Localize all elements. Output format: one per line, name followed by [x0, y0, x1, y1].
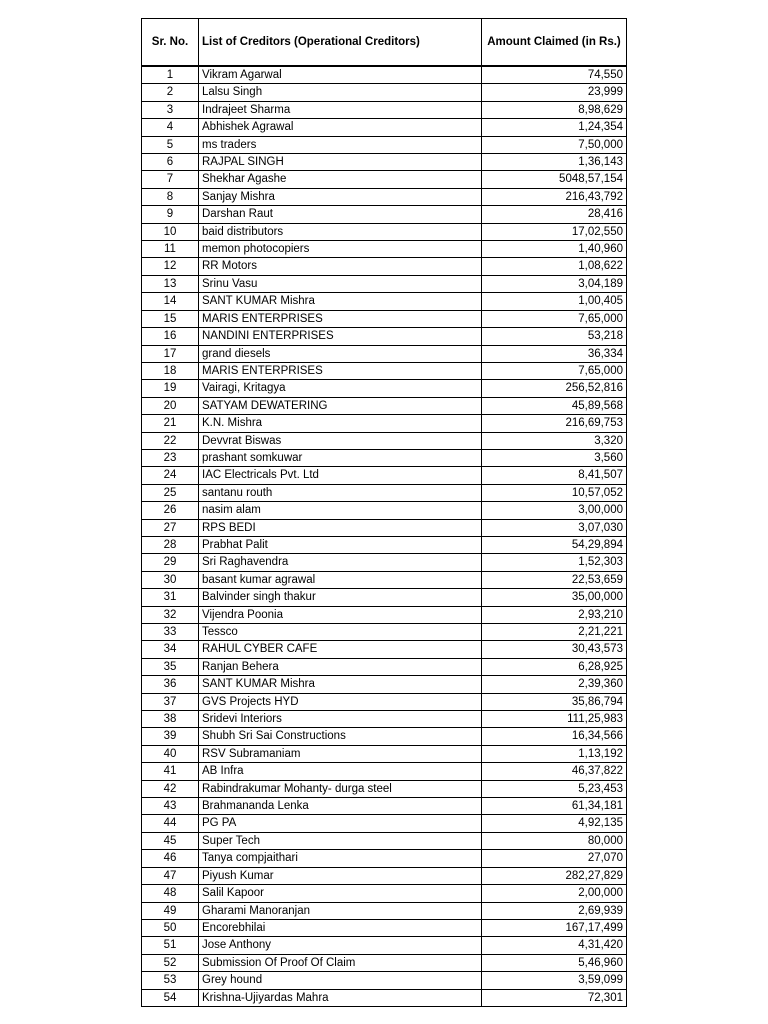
row-creditor-name: Indrajeet Sharma — [199, 101, 482, 118]
row-creditor-name: Shekhar Agashe — [199, 171, 482, 188]
table-row — [142, 885, 627, 902]
row-sr-no: 15 — [142, 310, 199, 327]
row-amount-claimed: 6,28,925 — [482, 658, 627, 675]
row-creditor-name: Piyush Kumar — [199, 867, 482, 884]
table-row — [142, 589, 627, 606]
row-sr-no: 23 — [142, 449, 199, 466]
row-amount-claimed: 1,40,960 — [482, 241, 627, 258]
table-row — [142, 101, 627, 118]
row-creditor-name: GVS Projects HYD — [199, 693, 482, 710]
row-sr-no: 25 — [142, 484, 199, 501]
row-sr-no: 52 — [142, 954, 199, 971]
row-amount-claimed: 61,34,181 — [482, 798, 627, 815]
row-amount-claimed: 27,070 — [482, 850, 627, 867]
row-sr-no: 30 — [142, 571, 199, 588]
table-row — [142, 415, 627, 432]
row-creditor-name: Gharami Manoranjan — [199, 902, 482, 919]
row-creditor-name: Grey hound — [199, 972, 482, 989]
row-amount-claimed: 2,93,210 — [482, 606, 627, 623]
row-sr-no: 24 — [142, 467, 199, 484]
row-sr-no: 26 — [142, 502, 199, 519]
row-amount-claimed: 54,29,894 — [482, 536, 627, 553]
table-row — [142, 536, 627, 553]
row-sr-no: 18 — [142, 362, 199, 379]
row-amount-claimed: 8,41,507 — [482, 467, 627, 484]
row-sr-no: 12 — [142, 258, 199, 275]
row-amount-claimed: 36,334 — [482, 345, 627, 362]
row-creditor-name: Lalsu Singh — [199, 84, 482, 101]
table-row — [142, 188, 627, 205]
row-creditor-name: nasim alam — [199, 502, 482, 519]
row-sr-no: 19 — [142, 380, 199, 397]
row-amount-claimed: 1,00,405 — [482, 293, 627, 310]
row-creditor-name: prashant somkuwar — [199, 449, 482, 466]
row-creditor-name: Darshan Raut — [199, 206, 482, 223]
table-row — [142, 658, 627, 675]
row-sr-no: 45 — [142, 832, 199, 849]
row-sr-no: 50 — [142, 919, 199, 936]
row-creditor-name: Shubh Sri Sai Constructions — [199, 728, 482, 745]
row-creditor-name: basant kumar agrawal — [199, 571, 482, 588]
row-sr-no: 33 — [142, 624, 199, 641]
row-sr-no: 13 — [142, 275, 199, 292]
row-amount-claimed: 17,02,550 — [482, 223, 627, 240]
table-row — [142, 206, 627, 223]
row-creditor-name: SANT KUMAR Mishra — [199, 293, 482, 310]
table-row — [142, 624, 627, 641]
row-creditor-name: Abhishek Agrawal — [199, 119, 482, 136]
row-creditor-name: Vairagi, Kritagya — [199, 380, 482, 397]
table-row — [142, 519, 627, 536]
row-amount-claimed: 46,37,822 — [482, 763, 627, 780]
table-row — [142, 867, 627, 884]
table-row — [142, 362, 627, 379]
row-amount-claimed: 3,560 — [482, 449, 627, 466]
row-creditor-name: Ranjan Behera — [199, 658, 482, 675]
row-creditor-name: RPS BEDI — [199, 519, 482, 536]
row-sr-no: 46 — [142, 850, 199, 867]
row-creditor-name: Devvrat Biswas — [199, 432, 482, 449]
row-creditor-name: SANT KUMAR Mishra — [199, 676, 482, 693]
row-amount-claimed: 4,31,420 — [482, 937, 627, 954]
table-row — [142, 676, 627, 693]
table-row — [142, 763, 627, 780]
row-sr-no: 21 — [142, 415, 199, 432]
row-creditor-name: SATYAM DEWATERING — [199, 397, 482, 414]
row-amount-claimed: 5048,57,154 — [482, 171, 627, 188]
row-amount-claimed: 1,24,354 — [482, 119, 627, 136]
row-amount-claimed: 3,07,030 — [482, 519, 627, 536]
table-row — [142, 223, 627, 240]
row-amount-claimed: 1,08,622 — [482, 258, 627, 275]
row-sr-no: 27 — [142, 519, 199, 536]
row-amount-claimed: 3,04,189 — [482, 275, 627, 292]
row-sr-no: 11 — [142, 241, 199, 258]
row-amount-claimed: 35,86,794 — [482, 693, 627, 710]
table-row — [142, 275, 627, 292]
row-creditor-name: RAHUL CYBER CAFE — [199, 641, 482, 658]
row-amount-claimed: 282,27,829 — [482, 867, 627, 884]
row-sr-no: 2 — [142, 84, 199, 101]
row-amount-claimed: 7,65,000 — [482, 310, 627, 327]
row-sr-no: 16 — [142, 328, 199, 345]
row-amount-claimed: 72,301 — [482, 989, 627, 1006]
table-row — [142, 571, 627, 588]
table-row — [142, 919, 627, 936]
row-sr-no: 43 — [142, 798, 199, 815]
row-creditor-name: IAC Electricals Pvt. Ltd — [199, 467, 482, 484]
row-amount-claimed: 1,52,303 — [482, 554, 627, 571]
row-sr-no: 4 — [142, 119, 199, 136]
row-sr-no: 36 — [142, 676, 199, 693]
row-creditor-name: Salil Kapoor — [199, 885, 482, 902]
table-row — [142, 606, 627, 623]
table-row — [142, 502, 627, 519]
row-creditor-name: Balvinder singh thakur — [199, 589, 482, 606]
table-row — [142, 972, 627, 989]
row-amount-claimed: 3,320 — [482, 432, 627, 449]
row-amount-claimed: 167,17,499 — [482, 919, 627, 936]
row-creditor-name: K.N. Mishra — [199, 415, 482, 432]
row-creditor-name: santanu routh — [199, 484, 482, 501]
row-amount-claimed: 35,00,000 — [482, 589, 627, 606]
row-amount-claimed: 3,00,000 — [482, 502, 627, 519]
table-row — [142, 711, 627, 728]
table-row — [142, 989, 627, 1006]
row-sr-no: 40 — [142, 745, 199, 762]
row-sr-no: 22 — [142, 432, 199, 449]
table-row — [142, 171, 627, 188]
row-sr-no: 9 — [142, 206, 199, 223]
row-sr-no: 6 — [142, 154, 199, 171]
row-amount-claimed: 2,39,360 — [482, 676, 627, 693]
row-creditor-name: Krishna-Ujiyardas Mahra — [199, 989, 482, 1006]
row-sr-no: 42 — [142, 780, 199, 797]
row-amount-claimed: 22,53,659 — [482, 571, 627, 588]
row-creditor-name: Tanya compjaithari — [199, 850, 482, 867]
row-amount-claimed: 16,34,566 — [482, 728, 627, 745]
table-header-row — [142, 19, 627, 67]
table-row — [142, 937, 627, 954]
row-amount-claimed: 30,43,573 — [482, 641, 627, 658]
row-sr-no: 48 — [142, 885, 199, 902]
table-row — [142, 136, 627, 153]
table-row — [142, 467, 627, 484]
row-sr-no: 31 — [142, 589, 199, 606]
row-creditor-name: RSV Subramaniam — [199, 745, 482, 762]
table-row — [142, 328, 627, 345]
row-sr-no: 29 — [142, 554, 199, 571]
table-row — [142, 780, 627, 797]
row-amount-claimed: 216,43,792 — [482, 188, 627, 205]
row-sr-no: 17 — [142, 345, 199, 362]
row-creditor-name: PG PA — [199, 815, 482, 832]
table-row — [142, 66, 627, 84]
row-amount-claimed: 5,23,453 — [482, 780, 627, 797]
row-amount-claimed: 1,36,143 — [482, 154, 627, 171]
row-amount-claimed: 80,000 — [482, 832, 627, 849]
row-sr-no: 44 — [142, 815, 199, 832]
row-sr-no: 3 — [142, 101, 199, 118]
row-creditor-name: ms traders — [199, 136, 482, 153]
table-row — [142, 728, 627, 745]
row-creditor-name: Encorebhilai — [199, 919, 482, 936]
row-creditor-name: NANDINI ENTERPRISES — [199, 328, 482, 345]
table-row — [142, 641, 627, 658]
row-sr-no: 51 — [142, 937, 199, 954]
row-sr-no: 1 — [142, 66, 199, 84]
row-amount-claimed: 45,89,568 — [482, 397, 627, 414]
row-amount-claimed: 3,59,099 — [482, 972, 627, 989]
row-sr-no: 32 — [142, 606, 199, 623]
header-creditor-name: List of Creditors (Operational Creditors) — [199, 19, 482, 67]
table-row — [142, 310, 627, 327]
row-amount-claimed: 28,416 — [482, 206, 627, 223]
header-amount-claimed: Amount Claimed (in Rs.) — [482, 19, 627, 67]
row-amount-claimed: 111,25,983 — [482, 711, 627, 728]
table-row — [142, 832, 627, 849]
row-sr-no: 35 — [142, 658, 199, 675]
table-row — [142, 380, 627, 397]
row-amount-claimed: 8,98,629 — [482, 101, 627, 118]
table-row — [142, 902, 627, 919]
row-creditor-name: grand diesels — [199, 345, 482, 362]
row-creditor-name: Jose Anthony — [199, 937, 482, 954]
row-sr-no: 47 — [142, 867, 199, 884]
row-sr-no: 38 — [142, 711, 199, 728]
row-sr-no: 14 — [142, 293, 199, 310]
table-row — [142, 397, 627, 414]
row-creditor-name: Vijendra Poonia — [199, 606, 482, 623]
row-amount-claimed: 2,69,939 — [482, 902, 627, 919]
row-amount-claimed: 53,218 — [482, 328, 627, 345]
row-amount-claimed: 256,52,816 — [482, 380, 627, 397]
row-creditor-name: Sanjay Mishra — [199, 188, 482, 205]
table-row — [142, 154, 627, 171]
row-sr-no: 5 — [142, 136, 199, 153]
row-creditor-name: Submission Of Proof Of Claim — [199, 954, 482, 971]
table-row — [142, 293, 627, 310]
creditors-table — [141, 18, 627, 1007]
row-creditor-name: Tessco — [199, 624, 482, 641]
row-sr-no: 34 — [142, 641, 199, 658]
row-amount-claimed: 2,21,221 — [482, 624, 627, 641]
table-row — [142, 798, 627, 815]
row-sr-no: 39 — [142, 728, 199, 745]
table-row — [142, 484, 627, 501]
row-amount-claimed: 74,550 — [482, 66, 627, 84]
row-sr-no: 10 — [142, 223, 199, 240]
table-row — [142, 745, 627, 762]
row-creditor-name: Sri Raghavendra — [199, 554, 482, 571]
table-row — [142, 815, 627, 832]
row-creditor-name: Super Tech — [199, 832, 482, 849]
row-amount-claimed: 7,50,000 — [482, 136, 627, 153]
row-sr-no: 28 — [142, 536, 199, 553]
row-sr-no: 53 — [142, 972, 199, 989]
table-body — [142, 66, 627, 1006]
table-row — [142, 554, 627, 571]
row-creditor-name: MARIS ENTERPRISES — [199, 362, 482, 379]
table-row — [142, 241, 627, 258]
row-amount-claimed: 5,46,960 — [482, 954, 627, 971]
row-creditor-name: baid distributors — [199, 223, 482, 240]
table-row — [142, 119, 627, 136]
row-sr-no: 54 — [142, 989, 199, 1006]
row-sr-no: 20 — [142, 397, 199, 414]
table-row — [142, 258, 627, 275]
row-amount-claimed: 4,92,135 — [482, 815, 627, 832]
row-creditor-name: memon photocopiers — [199, 241, 482, 258]
row-sr-no: 37 — [142, 693, 199, 710]
row-creditor-name: Sridevi Interiors — [199, 711, 482, 728]
header-sr-no: Sr. No. — [142, 19, 199, 67]
row-amount-claimed: 7,65,000 — [482, 362, 627, 379]
row-amount-claimed: 216,69,753 — [482, 415, 627, 432]
row-creditor-name: Rabindrakumar Mohanty- durga steel — [199, 780, 482, 797]
table-row — [142, 850, 627, 867]
row-amount-claimed: 10,57,052 — [482, 484, 627, 501]
row-creditor-name: MARIS ENTERPRISES — [199, 310, 482, 327]
row-creditor-name: Srinu Vasu — [199, 275, 482, 292]
row-creditor-name: AB Infra — [199, 763, 482, 780]
table-row — [142, 954, 627, 971]
table-row — [142, 693, 627, 710]
table-row — [142, 345, 627, 362]
row-amount-claimed: 1,13,192 — [482, 745, 627, 762]
row-sr-no: 8 — [142, 188, 199, 205]
table-row — [142, 432, 627, 449]
row-creditor-name: Brahmananda Lenka — [199, 798, 482, 815]
row-creditor-name: Prabhat Palit — [199, 536, 482, 553]
row-sr-no: 41 — [142, 763, 199, 780]
row-creditor-name: RAJPAL SINGH — [199, 154, 482, 171]
table-row — [142, 84, 627, 101]
row-creditor-name: RR Motors — [199, 258, 482, 275]
row-amount-claimed: 23,999 — [482, 84, 627, 101]
row-sr-no: 49 — [142, 902, 199, 919]
row-amount-claimed: 2,00,000 — [482, 885, 627, 902]
row-sr-no: 7 — [142, 171, 199, 188]
row-creditor-name: Vikram Agarwal — [199, 66, 482, 84]
table-row — [142, 449, 627, 466]
